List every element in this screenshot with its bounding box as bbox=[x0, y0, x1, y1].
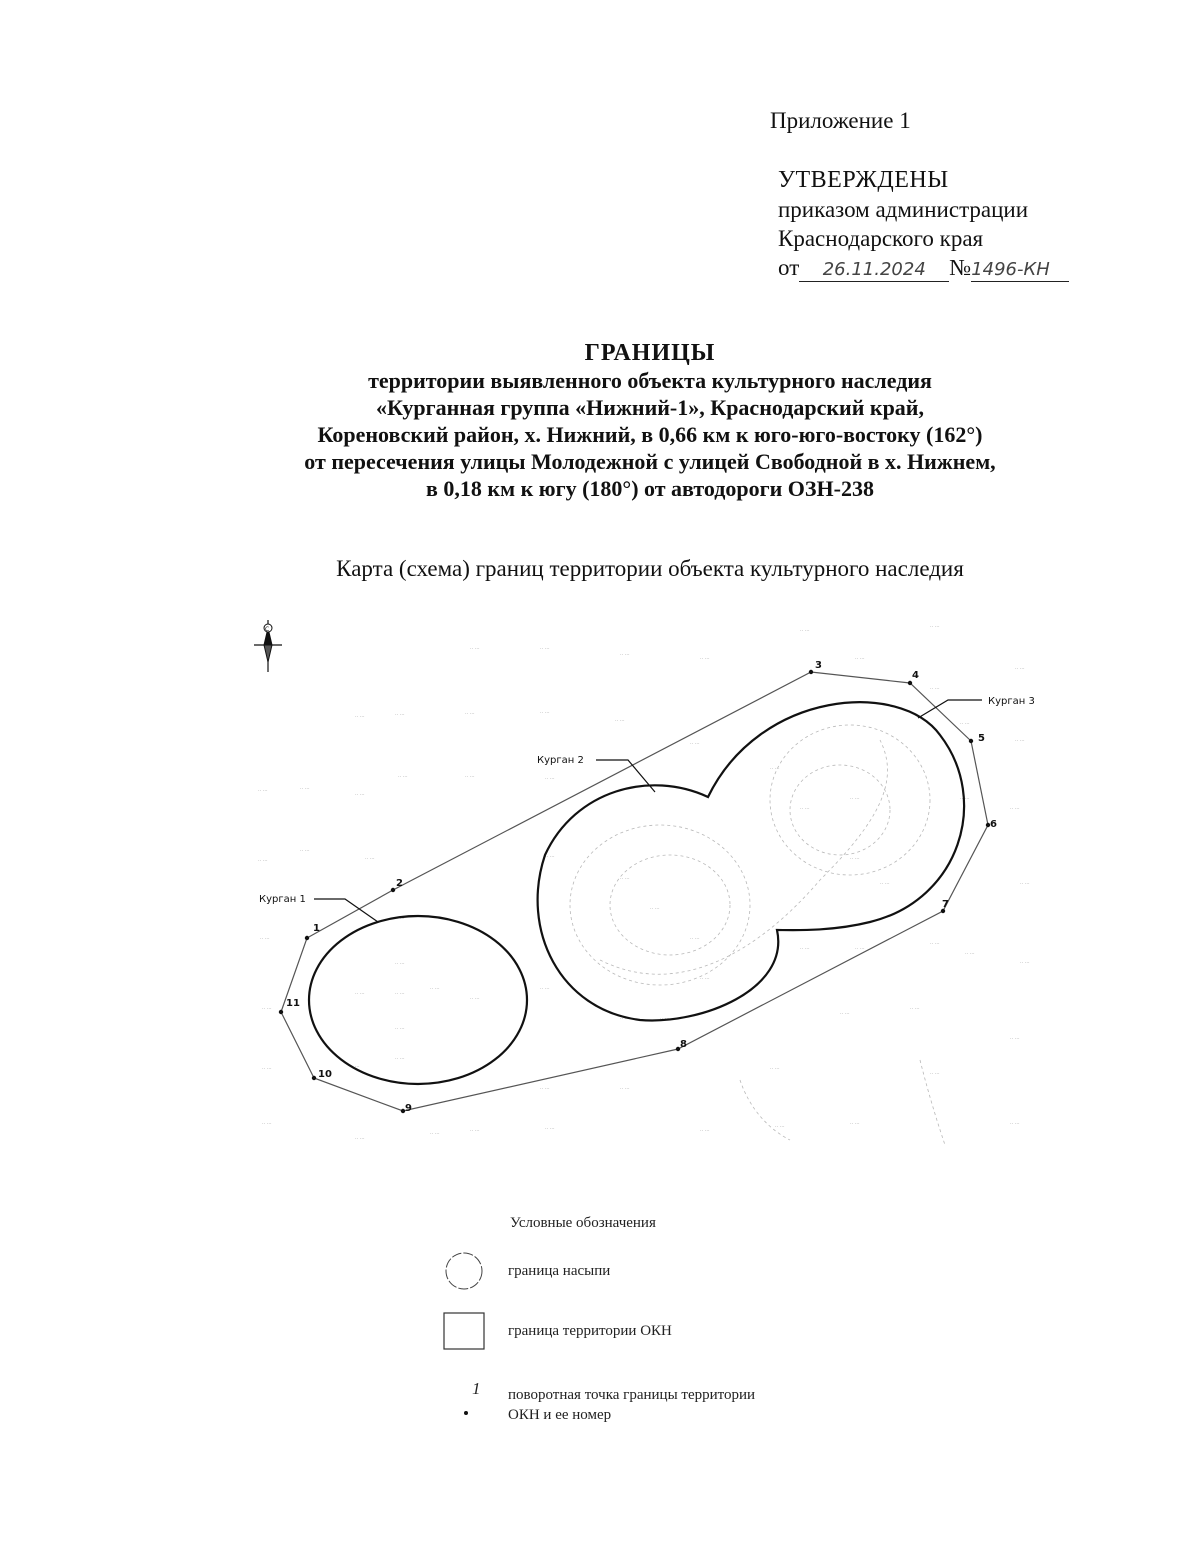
svg-text:·· ···: ·· ··· bbox=[800, 946, 810, 952]
legend-title: Условные обозначения bbox=[510, 1215, 656, 1231]
svg-text:·· ···: ·· ··· bbox=[690, 936, 700, 942]
svg-text:·· ···: ·· ··· bbox=[650, 906, 660, 912]
boundary-map bbox=[240, 610, 1060, 1150]
svg-text:·· ···: ·· ··· bbox=[930, 624, 940, 630]
svg-text:·· ···: ·· ··· bbox=[800, 806, 810, 812]
legend-label: граница территории ОКН bbox=[508, 1323, 672, 1339]
map-subtitle: Карта (схема) границ территории объекта культурного наследия bbox=[336, 556, 964, 581]
svg-text:·· ···: ·· ··· bbox=[470, 996, 480, 1002]
svg-text:·· ···: ·· ··· bbox=[258, 788, 268, 794]
svg-text:·· ···: ·· ··· bbox=[930, 686, 940, 692]
svg-text:·· ···: ·· ··· bbox=[545, 854, 555, 860]
svg-text:·· ···: ·· ··· bbox=[930, 1071, 940, 1077]
svg-text:·· ···: ·· ··· bbox=[1020, 960, 1030, 966]
svg-text:·· ···: ·· ··· bbox=[465, 711, 475, 717]
svg-text:·· ···: ·· ··· bbox=[620, 876, 630, 882]
circle-icon bbox=[442, 1251, 486, 1291]
svg-text:·· ···: ·· ··· bbox=[855, 656, 865, 662]
survey-marks bbox=[258, 624, 1030, 1142]
point-label: 6 bbox=[990, 819, 997, 830]
svg-text:·· ···: ·· ··· bbox=[620, 652, 630, 658]
kurgan-2-3-boundary bbox=[538, 702, 964, 1020]
point-label: 5 bbox=[978, 733, 985, 744]
legend-label: поворотная точка границы территории bbox=[508, 1387, 756, 1403]
legend-label: ОКН и ее номер bbox=[508, 1407, 612, 1423]
svg-text:·· ···: ·· ··· bbox=[300, 848, 310, 854]
svg-text:·· ···: ·· ··· bbox=[430, 1131, 440, 1137]
svg-text:·· ···: ·· ··· bbox=[395, 712, 405, 718]
point-label: 4 bbox=[912, 670, 919, 681]
title-line: территории выявленного объекта культурного наследия bbox=[368, 368, 932, 393]
svg-text:·· ···: ·· ··· bbox=[770, 1066, 780, 1072]
svg-text:·· ···: ·· ··· bbox=[880, 881, 890, 887]
title-line: Кореновский район, х. Нижний, в 0,66 км к юго-юго-востоку (162°) bbox=[317, 422, 983, 447]
svg-text:·· ···: ·· ··· bbox=[800, 628, 810, 634]
svg-text:·· ···: ·· ··· bbox=[1010, 1036, 1020, 1042]
svg-text:·· ···: ·· ··· bbox=[395, 961, 405, 967]
kurgan-1-label: Курган 1 bbox=[259, 894, 306, 905]
date-prefix: от bbox=[778, 255, 800, 280]
svg-text:·· ···: ·· ··· bbox=[1015, 738, 1025, 744]
approval-date: 26.11.2024 bbox=[822, 259, 926, 280]
kurgan-1-boundary bbox=[309, 916, 527, 1084]
svg-text:·· ···: ·· ··· bbox=[365, 856, 375, 862]
svg-text:·· ···: ·· ··· bbox=[545, 776, 555, 782]
svg-text:·· ···: ·· ··· bbox=[700, 976, 710, 982]
svg-text:·· ···: ·· ··· bbox=[260, 936, 270, 942]
svg-text:·· ···: ·· ··· bbox=[395, 1026, 405, 1032]
svg-text:·· ···: ·· ··· bbox=[1010, 1121, 1020, 1127]
svg-text:·· ···: ·· ··· bbox=[775, 1124, 785, 1130]
point-label: 8 bbox=[680, 1039, 687, 1050]
svg-text:·· ···: ·· ··· bbox=[355, 792, 365, 798]
compass-letter: С bbox=[265, 626, 270, 633]
point-label: 7 bbox=[942, 899, 949, 910]
svg-text:·· ···: ·· ··· bbox=[262, 1121, 272, 1127]
svg-text:·· ···: ·· ··· bbox=[840, 1011, 850, 1017]
svg-text:·· ···: ·· ··· bbox=[355, 714, 365, 720]
svg-text:·· ···: ·· ··· bbox=[470, 1128, 480, 1134]
svg-text:·· ···: ·· ··· bbox=[1015, 666, 1025, 672]
point-label: 11 bbox=[286, 998, 300, 1009]
point-label: 1 bbox=[313, 923, 320, 934]
number-sign: № bbox=[949, 255, 972, 280]
approval-number: 1496-КН bbox=[971, 259, 1050, 280]
svg-text:·· ···: ·· ··· bbox=[350, 1064, 360, 1070]
svg-text:·· ···: ·· ··· bbox=[540, 1086, 550, 1092]
svg-text:·· ···: ·· ··· bbox=[262, 1006, 272, 1012]
svg-text:·· ···: ·· ··· bbox=[620, 1086, 630, 1092]
svg-text:·· ···: ·· ··· bbox=[395, 1056, 405, 1062]
svg-text:·· ···: ·· ··· bbox=[850, 796, 860, 802]
svg-text:·· ···: ·· ··· bbox=[465, 774, 475, 780]
approval-date-line bbox=[778, 253, 1069, 282]
legend-point-number: 1 bbox=[472, 1379, 481, 1398]
svg-text:·· ···: ·· ··· bbox=[258, 858, 268, 864]
approval-block bbox=[778, 166, 1069, 282]
svg-text:·· ···: ·· ··· bbox=[262, 1066, 272, 1072]
svg-text:·· ···: ·· ··· bbox=[660, 1016, 670, 1022]
svg-text:·· ···: ·· ··· bbox=[615, 718, 625, 724]
svg-text:·· ···: ·· ··· bbox=[1020, 881, 1030, 887]
svg-text:·· ···: ·· ··· bbox=[395, 991, 405, 997]
svg-text:·· ···: ·· ··· bbox=[355, 1136, 365, 1142]
svg-text:·· ···: ·· ··· bbox=[470, 646, 480, 652]
point-label: 9 bbox=[405, 1103, 412, 1114]
svg-text:·· ···: ·· ··· bbox=[700, 656, 710, 662]
svg-text:·· ···: ·· ··· bbox=[1010, 806, 1020, 812]
point-label: 2 bbox=[396, 878, 403, 889]
svg-text:·· ···: ·· ··· bbox=[398, 774, 408, 780]
svg-text:·· ···: ·· ··· bbox=[770, 766, 780, 772]
title-heading: ГРАНИЦЫ bbox=[584, 340, 716, 366]
kurgan-3-label: Курган 3 bbox=[988, 696, 1035, 707]
svg-text:·· ···: ·· ··· bbox=[395, 916, 405, 922]
okn-territory-boundary bbox=[281, 672, 988, 1111]
svg-text:·· ···: ·· ··· bbox=[850, 856, 860, 862]
kurgan-2-label: Курган 2 bbox=[537, 755, 584, 766]
appendix-label: Приложение 1 bbox=[770, 108, 911, 133]
approved-line: Краснодарского края bbox=[778, 226, 984, 251]
turning-points bbox=[279, 670, 990, 1113]
svg-text:·· ···: ·· ··· bbox=[540, 710, 550, 716]
svg-text:·· ···: ·· ··· bbox=[930, 941, 940, 947]
approved-heading: УТВЕРЖДЕНЫ bbox=[778, 167, 949, 193]
point-label: 3 bbox=[815, 660, 822, 671]
document-title bbox=[160, 340, 1140, 502]
svg-text:·· ···: ·· ··· bbox=[430, 986, 440, 992]
svg-text:·· ···: ·· ··· bbox=[965, 951, 975, 957]
svg-text:·· ···: ·· ··· bbox=[690, 741, 700, 747]
square-icon bbox=[442, 1311, 488, 1353]
svg-text:·· ···: ·· ··· bbox=[960, 721, 970, 727]
svg-text:·· ···: ·· ··· bbox=[700, 1128, 710, 1134]
svg-text:·· ···: ·· ··· bbox=[540, 646, 550, 652]
title-line: от пересечения улицы Молодежной с улицей Свободной в х. Нижнем, bbox=[304, 449, 996, 474]
title-line: «Курганная группа «Нижний-1», Краснодарский край, bbox=[375, 395, 924, 420]
legend-label: граница насыпи bbox=[508, 1263, 611, 1279]
svg-text:·· ···: ·· ··· bbox=[355, 991, 365, 997]
svg-text:·· ···: ·· ··· bbox=[545, 1126, 555, 1132]
title-line: в 0,18 км к югу (180°) от автодороги ОЗН-238 bbox=[426, 476, 874, 501]
svg-text:·· ···: ·· ··· bbox=[540, 986, 550, 992]
svg-text:·· ···: ·· ··· bbox=[300, 786, 310, 792]
svg-text:·· ···: ·· ··· bbox=[855, 946, 865, 952]
point-label: 10 bbox=[318, 1069, 332, 1080]
svg-text:·· ···: ·· ··· bbox=[620, 1016, 630, 1022]
callout-lines bbox=[314, 700, 982, 922]
svg-text:·· ···: ·· ··· bbox=[960, 796, 970, 802]
svg-text:·· ···: ·· ··· bbox=[910, 1006, 920, 1012]
svg-text:·· ···: ·· ··· bbox=[850, 1121, 860, 1127]
approved-line: приказом администрации bbox=[778, 197, 1029, 222]
